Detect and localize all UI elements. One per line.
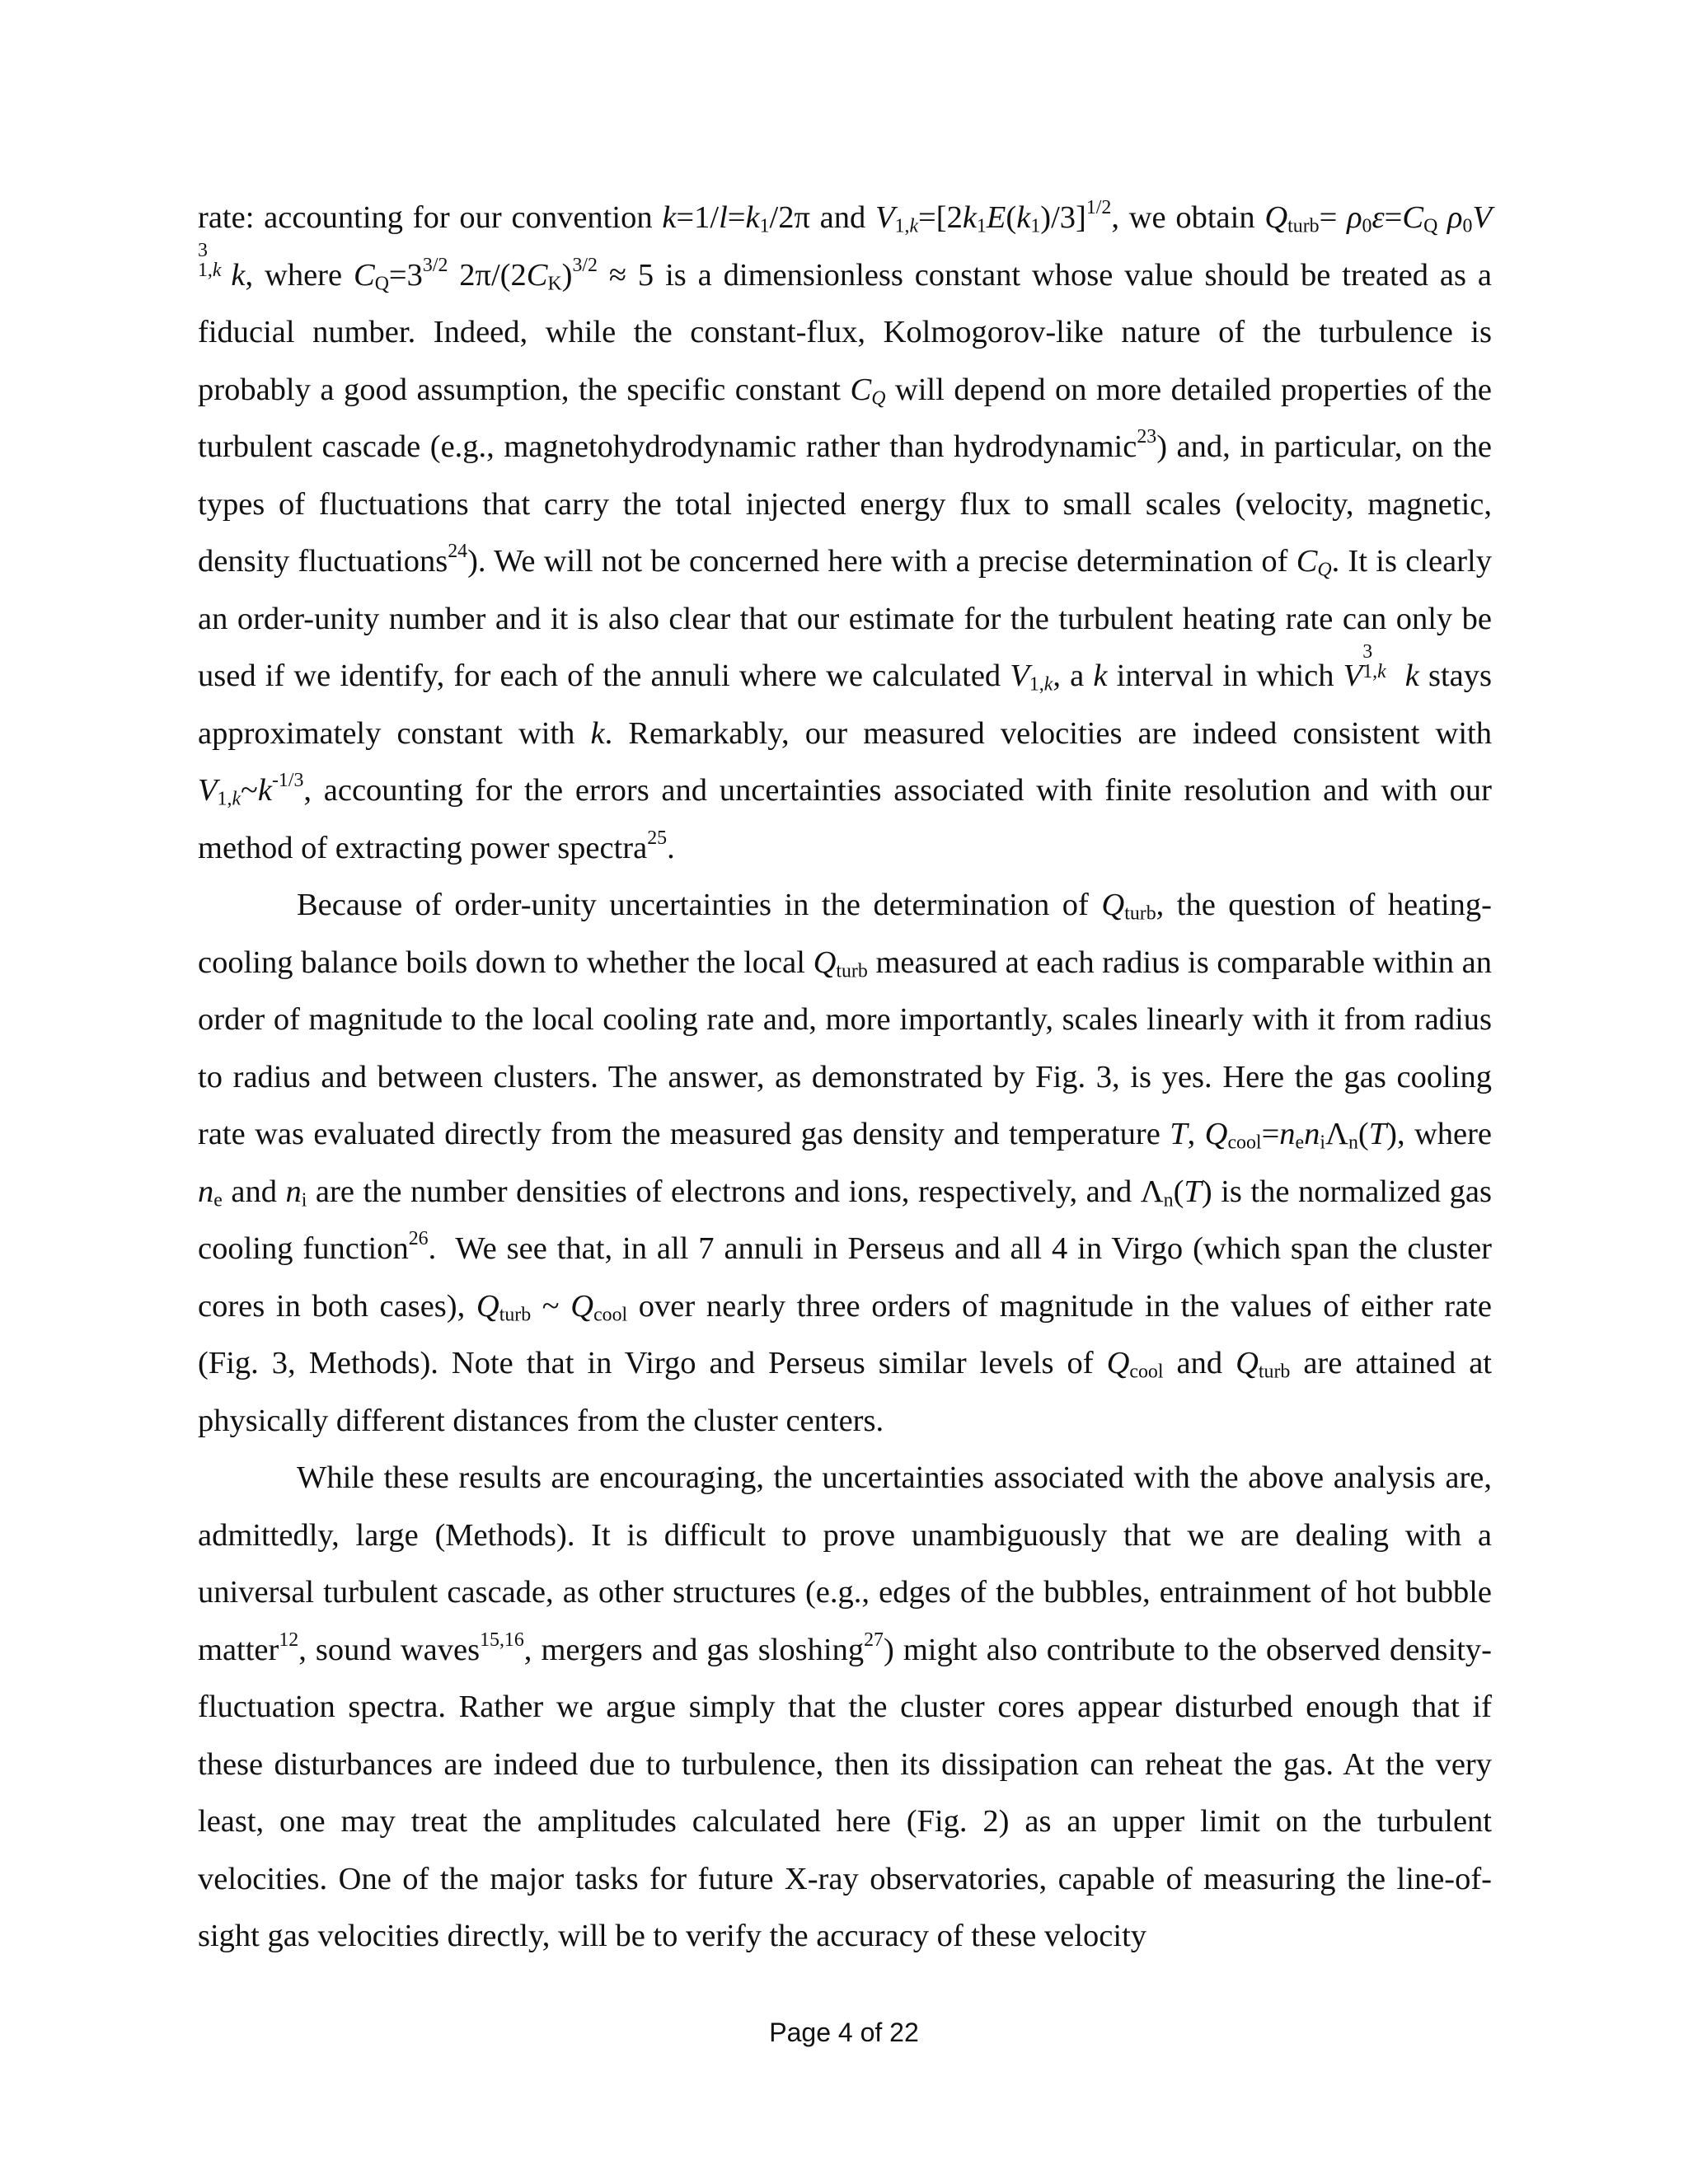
- paragraph-2: Because of order-unity uncertainties in the determination of $Q_{turb}$, the question of heating-cooling balance boils down to whether the local $Q_{turb}$ measured at each radius is comparable within an order of magnitude to the local cooling rate and, more importantly, scales linearly with it from radius to radius and between clusters. The answer, as demonstrated by Fig. 3, is yes. Here the gas cooling rate was evaluated directly from the measured gas density and temperature T, $Q_{cool}=n_en_i\Lambda_n(T)$, where $n_e$ and $n_i$ are the number densities of electrons and ions, respectively, and $\Lambda_n(T)$ is the normalized gas cooling function$^{26}$. We see that, in all 7 annuli in Perseus and all 4 in Virgo (which span the cluster cores in both cases), $Q_{turb}$ ~ $Q_{cool}$ over nearly three orders of magnitude in the values of either rate (Fig. 3, Methods). Note that in Virgo and Perseus similar levels of $Q_{cool}$ and $Q_{turb}$ are attained at physically different distances from the cluster centers.: [198, 888, 1493, 1438]
- paragraph-3: While these results are encouraging, the uncertainties associated with the above analysis are, admittedly, large (Methods). It is difficult to prove unambiguously that we are dealing with a universal turbulent cascade, as other structures (e.g., edges of the bubbles, entrainment of hot bubble matter$^{12}$, sound waves$^{15,16}$, mergers and gas sloshing$^{27}$) might also contribute to the observed density-fluctuation spectra. Rather we argue simply that the cluster cores appear disturbed enough that if these disturbances are indeed due to turbulence, then its dissipation can reheat the gas. At the very least, one may treat the amplitudes calculated here (Fig. 2) as an upper limit on the turbulent velocities. One of the major tasks for future X-ray observatories, capable of measuring the line-of-sight gas velocities directly, will be to verify the accuracy of these velocity: [198, 1460, 1492, 1953]
- body-text: [198, 190, 1492, 1966]
- page-number: Page 4 of 22: [769, 2018, 919, 2047]
- paragraph-1: rate: accounting for our convention $k=1/l=k_1/2\pi$ and $V_{1,k}=[2k_1E(k_1)/3]^{1/2}$, we obtain $Q_{turb}= \rho_0\varepsilon=C_Q$ $\rho_0V$ 3 1,k k, where $C_Q=3^{3/2}$ $2\pi/(2C_K)^{3/2} \approx 5$ is a dimensionless constant whose value should be treated as a fiducial number. Indeed, while the constant-flux, Kolmogorov-like nature of the turbulence is probably a good assumption, the specific constant $C_Q$ will depend on more detailed properties of the turbulent cascade (e.g., magnetohydrodynamic rather than hydrodynamic$^{23}$) and, in particular, on the types of fluctuations that carry the total injected energy flux to small scales (velocity, magnetic, density fluctuations$^{24}$). We will not be concerned here with a precise determination of $C_Q$. It is clearly an order-unity number and it is also clear that our estimate for the turbulent heating rate can only be used if we identify, for each of the annuli where we calculated $V_{1,k}$, a k interval in which V 3 1,k k stays approximately constant with k. Remarkably, our measured velocities are indeed consistent with $V_{1,k}\sim k^{-1/3}$, accounting for the errors and uncertainties associated with finite resolution and with our method of extracting power spectra$^{25}$.: [198, 196, 1493, 865]
